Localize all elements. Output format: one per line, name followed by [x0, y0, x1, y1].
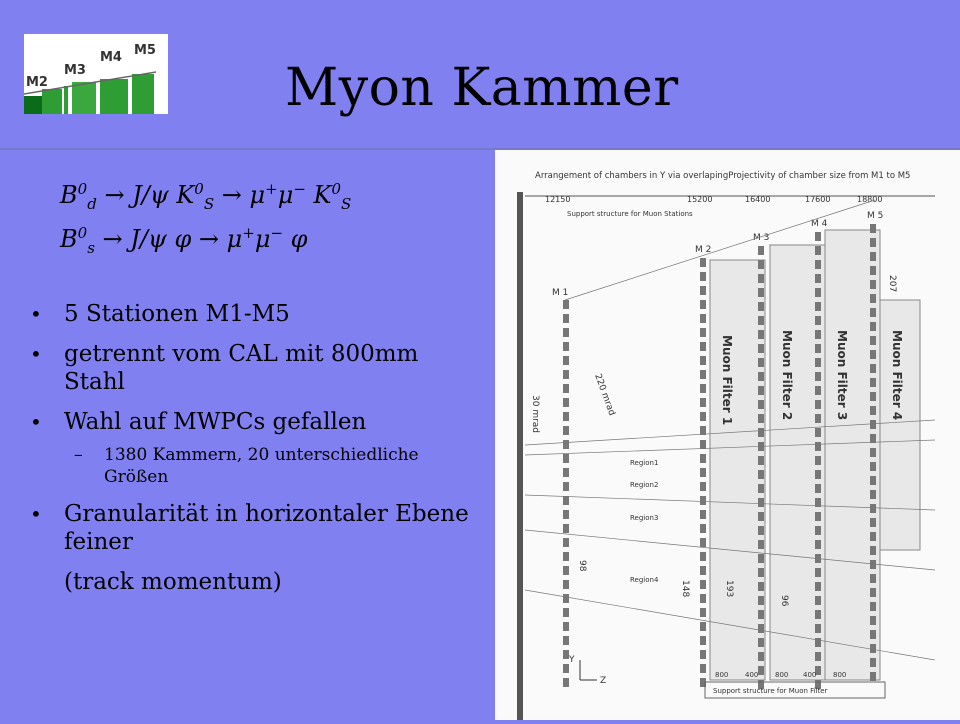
chamber-segment: [563, 622, 569, 631]
bottom-dim: 800: [833, 671, 847, 679]
chamber-segment: [700, 314, 706, 323]
chamber-segment: [758, 582, 764, 591]
formula-bd: $B^0_d \to J/\psi$ $K^0_S \to \mu^+\mu^-$ $K^0_S$: [60, 180, 352, 213]
chamber-segment: [870, 476, 876, 485]
bullet-item: • 5 Stationen M1-M5: [30, 300, 480, 328]
dimension-label: 96: [779, 595, 789, 607]
chamber-segment: [758, 456, 764, 465]
chamber-segment: [870, 448, 876, 457]
diagram-svg: [495, 150, 960, 720]
chamber-segment: [563, 510, 569, 519]
bottom-dim: 400: [803, 671, 817, 679]
chamber-segment: [815, 302, 821, 311]
chamber-segment: [700, 566, 706, 575]
formula-bs: $B^0_s \to J/\psi$ φ → μ+μ− φ: [60, 224, 308, 257]
chamber-segment: [815, 414, 821, 423]
logo-label-m3: M3: [64, 63, 86, 78]
logo-bar: [72, 82, 96, 114]
dimension-label: 193: [724, 580, 734, 598]
chamber-segment: [700, 384, 706, 393]
chamber-segment: [700, 552, 706, 561]
chamber-segment: [758, 288, 764, 297]
chamber-segment: [815, 344, 821, 353]
chamber-segment: [815, 428, 821, 437]
chamber-segment: [700, 398, 706, 407]
chamber-segment: [870, 364, 876, 373]
chamber-segment: [700, 468, 706, 477]
chamber-segment: [700, 454, 706, 463]
chamber-segment: [815, 484, 821, 493]
distance-label: 16400: [745, 195, 771, 204]
axis-y-label: Y: [569, 655, 575, 665]
chamber-segment: [700, 538, 706, 547]
chamber-segment: [563, 300, 569, 309]
chamber-segment: [758, 554, 764, 563]
chamber-segment: [870, 532, 876, 541]
chamber-segment: [563, 468, 569, 477]
chamber-segment: [870, 644, 876, 653]
chamber-segment: [700, 328, 706, 337]
chamber-segment: [815, 372, 821, 381]
chamber-segment: [815, 512, 821, 521]
chamber-segment: [815, 568, 821, 577]
chamber-segment: [815, 540, 821, 549]
chamber-segment: [758, 666, 764, 675]
chamber-segment: [758, 316, 764, 325]
chamber-segment: [870, 308, 876, 317]
chamber-segment: [815, 260, 821, 269]
chamber-segment: [870, 504, 876, 513]
chamber-segment: [870, 630, 876, 639]
dimension-label: 148: [680, 580, 690, 598]
filter-label: Muon Filter 2: [780, 330, 794, 421]
diagram-caption: Arrangement of chambers in Y via overlapingProjectivity of chamber size from M1 to M5: [535, 171, 911, 181]
chamber-segment: [758, 568, 764, 577]
chamber-segment: [758, 274, 764, 283]
chamber-segment: [563, 594, 569, 603]
chamber-segment: [870, 588, 876, 597]
chamber-segment: [700, 412, 706, 421]
chamber-segment: [758, 624, 764, 633]
chamber-segment: [758, 540, 764, 549]
chamber-segment: [700, 440, 706, 449]
bullet-list: [30, 300, 480, 596]
chamber-segment: [870, 336, 876, 345]
chamber-segment: [815, 442, 821, 451]
chamber-segment: [758, 302, 764, 311]
station-label: M 2: [695, 245, 712, 255]
chamber-segment: [815, 596, 821, 605]
chamber-segment: [815, 246, 821, 255]
chamber-segment: [870, 518, 876, 527]
chamber-segment: [870, 602, 876, 611]
chamber-segment: [700, 272, 706, 281]
chamber-segment: [563, 552, 569, 561]
chamber-segment: [758, 358, 764, 367]
chamber-segment: [870, 406, 876, 415]
chamber-segment: [563, 482, 569, 491]
station-label: M 4: [811, 219, 828, 229]
chamber-segment: [815, 400, 821, 409]
chamber-segment: [815, 470, 821, 479]
axis-indicator: [580, 660, 597, 680]
chamber-segment: [758, 470, 764, 479]
chamber-segment: [758, 386, 764, 395]
chamber-segment: [870, 616, 876, 625]
chamber-segment: [563, 566, 569, 575]
bullet-item: • getrennt vom CAL mit 800mm Stahl: [30, 340, 480, 396]
bottom-dim: 400: [745, 671, 759, 679]
chamber-segment: [563, 664, 569, 673]
logo-label-m2: M2: [26, 75, 48, 90]
station-label: M 1: [552, 288, 569, 298]
chamber-segment: [758, 344, 764, 353]
chamber-segment: [563, 678, 569, 687]
chamber-segment: [758, 428, 764, 437]
chamber-segment: [870, 546, 876, 555]
chamber-segment: [563, 440, 569, 449]
chamber-segment: [758, 330, 764, 339]
chamber-segment: [700, 258, 706, 267]
slide-title: Myon Kammer: [285, 58, 679, 118]
support-bottom-label: Support structure for Muon Filter: [713, 687, 828, 695]
chamber-segment: [870, 462, 876, 471]
chamber-segment: [815, 316, 821, 325]
chamber-segment: [870, 294, 876, 303]
station-label: M 3: [753, 233, 770, 243]
chamber-segment: [758, 246, 764, 255]
chamber-segment: [870, 224, 876, 233]
decay-formulas: [60, 180, 351, 268]
chamber-segment: [870, 280, 876, 289]
chamber-segment: [700, 496, 706, 505]
chamber-segment: [870, 420, 876, 429]
region-label: Region2: [630, 481, 659, 489]
sub-bullet-item: – 1380 Kammern, 20 unterschiedliche Größen: [30, 444, 480, 488]
chamber-segment: [870, 266, 876, 275]
trailing-text: (track momentum): [64, 569, 282, 595]
station-label: M 5: [867, 211, 884, 221]
chamber-segment: [758, 498, 764, 507]
chamber-segment: [700, 580, 706, 589]
chamber-segment: [700, 594, 706, 603]
region-label: Region4: [630, 576, 659, 584]
chamber-segment: [870, 672, 876, 681]
muon-chamber-diagram: [495, 150, 960, 720]
chamber-segment: [758, 638, 764, 647]
dimension-label: 98: [577, 560, 587, 572]
chamber-segment: [815, 610, 821, 619]
filter-label: Muon Filter 3: [835, 330, 849, 421]
support-label: Support structure for Muon Stations: [567, 210, 693, 218]
chamber-segment: [758, 596, 764, 605]
chamber-segment: [700, 622, 706, 631]
chamber-segment: [870, 392, 876, 401]
chamber-segment: [870, 350, 876, 359]
bullet-item: • Wahl auf MWPCs gefallen: [30, 408, 480, 436]
chamber-segment: [815, 624, 821, 633]
chamber-segment: [563, 580, 569, 589]
filter-label: Muon Filter 4: [890, 330, 904, 421]
chamber-segment: [758, 652, 764, 661]
chamber-segment: [758, 372, 764, 381]
chamber-segment: [870, 378, 876, 387]
filter-label: Muon Filter 1: [720, 335, 734, 426]
chamber-segment: [563, 370, 569, 379]
chamber-segment: [700, 286, 706, 295]
chamber-segment: [870, 490, 876, 499]
muon-stations-logo: [24, 34, 168, 114]
chamber-segment: [563, 412, 569, 421]
distance-label: 15200: [687, 195, 713, 204]
chamber-segment: [815, 386, 821, 395]
chamber-segment: [870, 238, 876, 247]
chamber-segment: [700, 370, 706, 379]
logo-bar: [42, 89, 62, 114]
bottom-dim: 800: [775, 671, 789, 679]
chamber-segment: [758, 484, 764, 493]
logo-label-m4: M4: [100, 50, 122, 65]
bullet-item: • Granularität in horizontaler Ebene feiner: [30, 500, 480, 556]
region-label: Region3: [630, 514, 659, 522]
chamber-segment: [700, 482, 706, 491]
chamber-segment: [758, 400, 764, 409]
chamber-segment: [815, 456, 821, 465]
distance-label: 12150: [545, 195, 571, 204]
chamber-segment: [815, 274, 821, 283]
chamber-segment: [815, 232, 821, 241]
chamber-segment: [700, 524, 706, 533]
logo-graphic: [24, 34, 168, 114]
chamber-segment: [870, 322, 876, 331]
chamber-segment: [563, 426, 569, 435]
chamber-segment: [563, 398, 569, 407]
bottom-dim: 800: [715, 671, 729, 679]
axis-z-label: Z: [600, 676, 607, 686]
logo-bar: [64, 86, 68, 114]
chamber-segment: [563, 328, 569, 337]
chamber-segment: [815, 330, 821, 339]
chamber-segment: [563, 608, 569, 617]
chamber-segment: [700, 650, 706, 659]
title-area: [0, 0, 960, 150]
chamber-segment: [758, 526, 764, 535]
chamber-segment: [700, 342, 706, 351]
chamber-segment: [700, 510, 706, 519]
distance-label: 18800: [857, 195, 883, 204]
chamber-segment: [700, 426, 706, 435]
chamber-segment: [815, 358, 821, 367]
chamber-segment: [870, 434, 876, 443]
chamber-segment: [563, 496, 569, 505]
chamber-segment: [700, 664, 706, 673]
distance-label: 17600: [805, 195, 831, 204]
chamber-segment: [563, 314, 569, 323]
chamber-segment: [563, 538, 569, 547]
logo-bar: [132, 74, 154, 114]
chamber-segment: [815, 288, 821, 297]
chamber-segment: [815, 526, 821, 535]
chamber-segment: [815, 652, 821, 661]
region-label: Region1: [630, 459, 659, 467]
chamber-segment: [758, 610, 764, 619]
dimension-label: 207: [887, 275, 897, 293]
angle-label: 220 mrad: [592, 372, 617, 418]
angle-label: 30 mrad: [530, 395, 540, 434]
chamber-segment: [870, 658, 876, 667]
chamber-segment: [563, 454, 569, 463]
chamber-segment: [563, 524, 569, 533]
chamber-segment: [563, 356, 569, 365]
chamber-segment: [758, 260, 764, 269]
chamber-segment: [870, 252, 876, 261]
chamber-segment: [700, 300, 706, 309]
chamber-segment: [870, 574, 876, 583]
chamber-segment: [700, 608, 706, 617]
logo-bar: [100, 79, 128, 114]
chamber-segment: [815, 582, 821, 591]
chamber-segment: [758, 512, 764, 521]
chamber-segment: [758, 414, 764, 423]
chamber-segment: [563, 342, 569, 351]
chamber-segment: [563, 384, 569, 393]
chamber-segment: [700, 636, 706, 645]
logo-label-m5: M5: [134, 43, 156, 58]
chamber-segment: [700, 356, 706, 365]
chamber-segment: [563, 636, 569, 645]
logo-bar: [24, 96, 42, 114]
